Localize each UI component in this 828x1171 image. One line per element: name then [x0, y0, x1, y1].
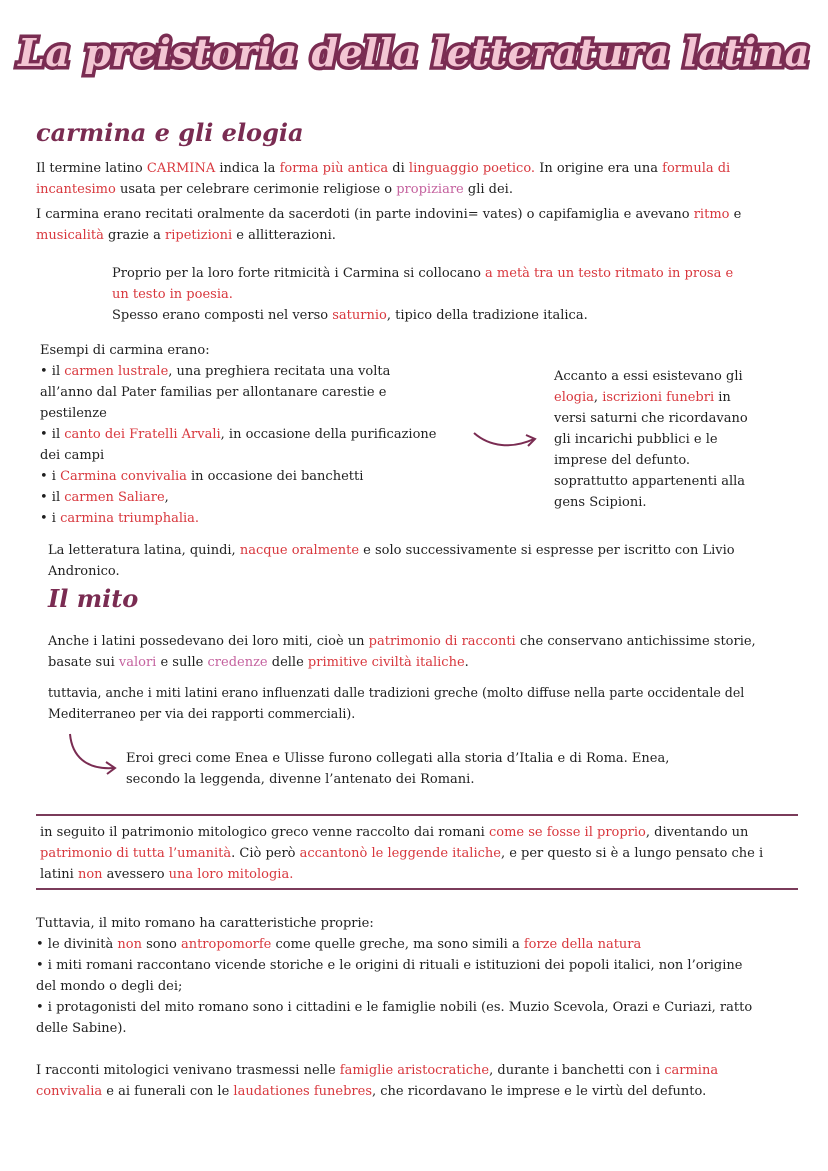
paragraph-greek-influence: tuttavia, anche i miti latini erano influenzati dalle tradizioni greche (molto diffuse nella parte occidentale del Mediterraneo per via dei rapporti commerciali). [48, 685, 745, 721]
paragraph-oral-origin: La letteratura latina, quindi, nacque oralmente e solo successivamente si espresse per iscritto con Livio Andronico. [48, 543, 735, 579]
paragraph-myths-heritage: Anche i latini possedevano dei loro miti, cioè un patrimonio di racconti che conservano antichissime storie, basate sui valori e sulle credenze delle primitive civiltà italiche. [48, 634, 756, 670]
divider [36, 814, 798, 816]
section-heading-carmina: carmina e gli elogia [36, 118, 304, 147]
paragraph-roman-appropriation: in seguito il patrimonio mitologico greco venne raccolto dai romani come se fosse il proprio, diventando un patrimonio di tutta l’umanità. Ciò però accantonò le leggende italiche, e per questo si è a lungo pensato che i latini non avessero una loro mitologia. [40, 825, 764, 882]
elogia-note: Accanto a essi esistevano gli elogia, iscrizioni funebri in versi saturni che ricordavano gli incarichi pubblici e le imprese del defunto. soprattutto appartenenti alla gens Scipioni. [554, 369, 748, 510]
divider [36, 888, 798, 890]
paragraph-carmina-intro: Il termine latino CARMINA indica la forma più antica di linguaggio poetico. In origine era una formula di incantesimo usata per celebrare cerimonie religiose o propiziare gli dei. [36, 161, 731, 197]
paragraph-carmina-recitation: I carmina erano recitati oralmente da sacerdoti (in parte indovini= vates) o capifamiglia e avevano ritmo e musicalità grazie a ripetizioni e allitterazioni. [36, 207, 742, 243]
paragraph-roman-myth-features: Tuttavia, il mito romano ha caratteristiche proprie: • le divinità non sono antropomorfe come quelle greche, ma sono simili a forze della natura • i miti romani raccontano vicende storiche e le origini di rituali e istituzioni dei popoli italici, non l’origine del mondo o degli dei; • i protagonisti del mito romano sono i cittadini e le famiglie nobili (es. Muzio Scevola, Orazi e Curiazi, ratto delle Sabine). [36, 916, 753, 1036]
section-heading-mito: Il mito [48, 584, 139, 613]
examples-list: Esempi di carmina erano: • il carmen lustrale, una preghiera recitata una volta all’anno dal Pater familias per allontanare carestie e pestilenze • il canto dei Fratelli Arvali, in occasione della purificazione dei campi • i Carmina convivalia in occasione dei banchetti • il carmen Saliare, • i carmina triumphalia. [40, 343, 437, 526]
paragraph-rhythm: Proprio per la loro forte ritmicità i Carmina si collocano a metà tra un testo ritmato in prosa e un testo in poesia. Spesso erano composti nel verso saturnio, tipico della tradizione italica. [112, 266, 734, 323]
page-title: La preistoria della letteratura latina [18, 30, 810, 75]
curved-arrow-icon [62, 730, 122, 778]
paragraph-transmission: I racconti mitologici venivano trasmessi nelle famiglie aristocratiche, durante i banchetti con i carmina convivalia e ai funerali con le laudationes funebres, che ricordavano le imprese e le virtù del defunto. [36, 1063, 719, 1099]
curved-arrow-icon [470, 425, 542, 453]
paragraph-greek-heroes: Eroi greci come Enea e Ulisse furono collegati alla storia d’Italia e di Roma. Enea, secondo la leggenda, divenne l’antenato dei Romani. [126, 751, 670, 787]
